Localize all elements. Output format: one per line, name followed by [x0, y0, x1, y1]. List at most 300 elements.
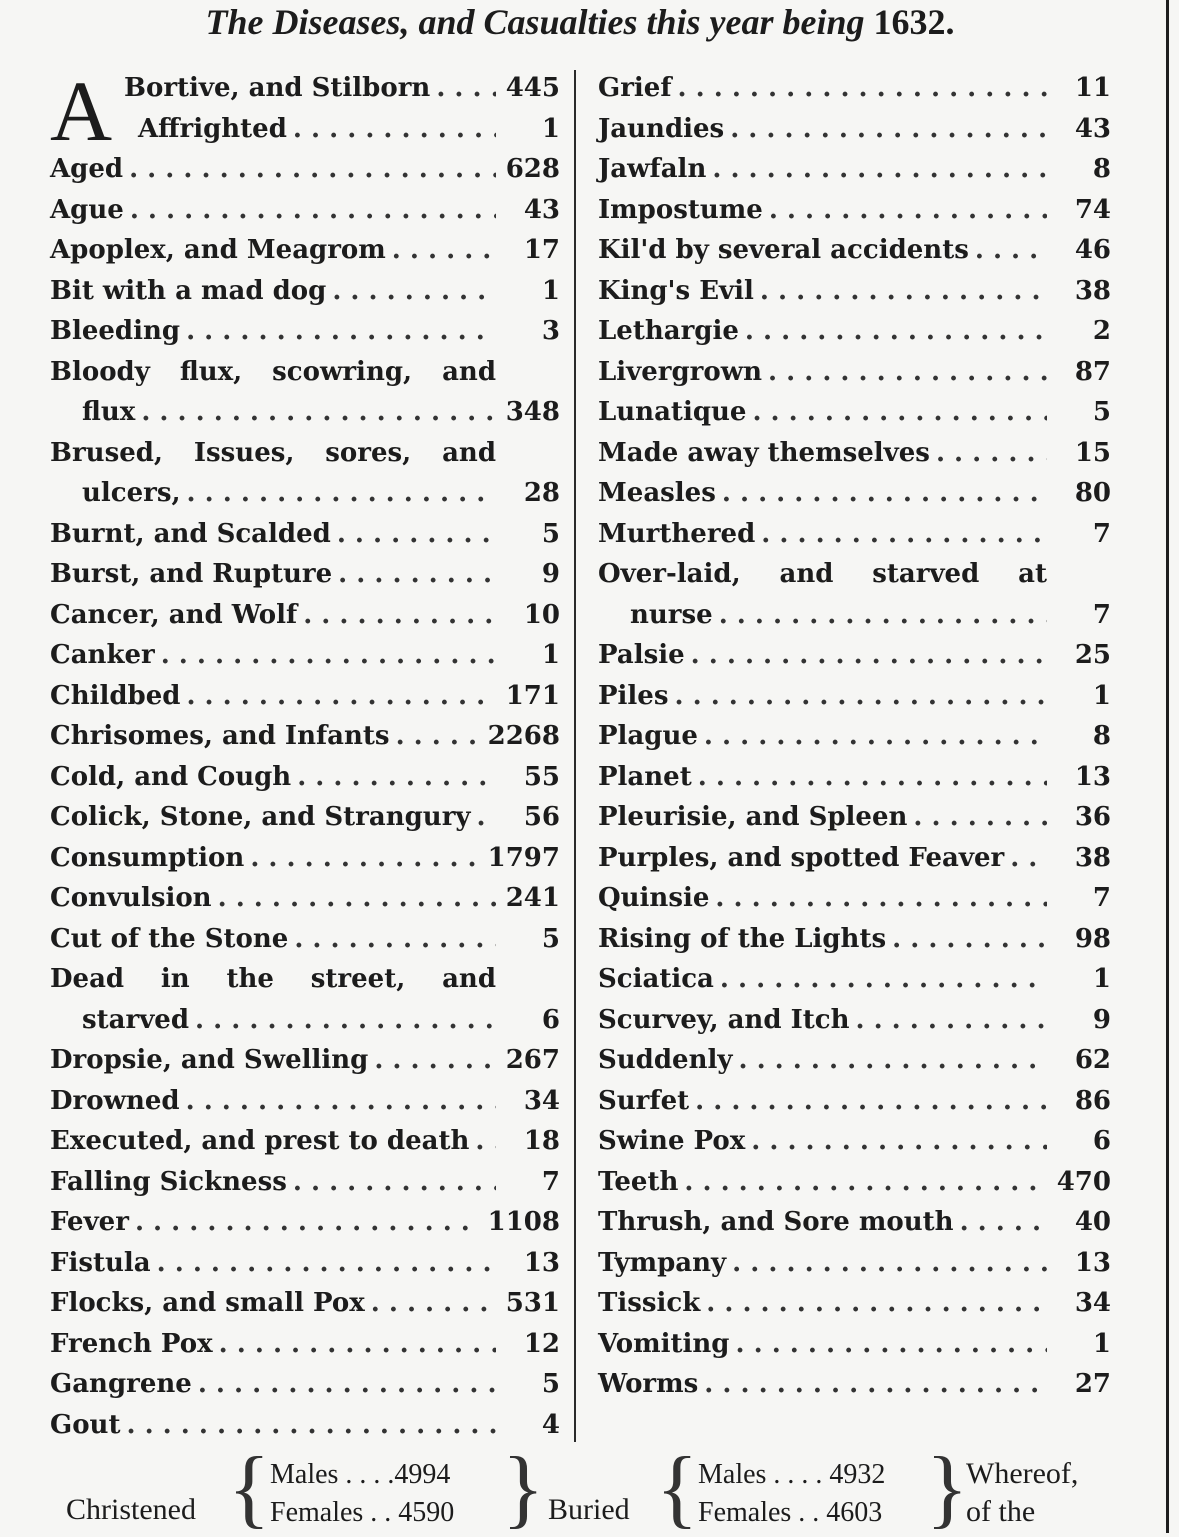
leader-dots: [337, 514, 496, 555]
entry-line: [50, 473, 560, 514]
leader-dots: [332, 271, 496, 312]
cause-count: 1: [541, 275, 560, 306]
list-item: [598, 757, 1111, 798]
list-item: [598, 959, 1111, 1000]
cause-count: 470: [1056, 1166, 1111, 1197]
cause-name: Purples, and spotted Feaver: [598, 842, 1005, 873]
list-item: [50, 433, 560, 514]
leader-dots: [297, 757, 496, 798]
list-item: [50, 1405, 560, 1446]
cause-count: 8: [1092, 721, 1111, 751]
leader-dots: [704, 716, 1047, 757]
cause-name: Made away themselves: [598, 437, 930, 468]
cause-count: 7: [1092, 518, 1111, 549]
cause-count: 27: [1074, 1369, 1111, 1399]
list-item: [50, 1364, 560, 1405]
list-item: [50, 797, 560, 838]
page-right-rule: [1166, 0, 1169, 1533]
leader-dots: [769, 190, 1047, 231]
leader-dots: [219, 1324, 496, 1365]
list-item: [598, 554, 1111, 635]
cause-name: Ague: [50, 194, 124, 225]
leader-dots: [294, 919, 496, 960]
cause-name: Fistula: [50, 1247, 151, 1278]
entry-line: [50, 311, 560, 352]
entry-line: [598, 797, 1111, 838]
christened-open-brace: {: [228, 1440, 271, 1537]
entry-line: [50, 1405, 560, 1446]
cause-count: 28: [523, 478, 560, 508]
cause-name: Rising of the Lights: [598, 923, 887, 954]
buried-close-brace: }: [926, 1440, 969, 1537]
entry-line: [50, 676, 560, 717]
cause-name: Vomiting: [598, 1328, 730, 1359]
cause-name: Cancer, and Wolf: [50, 599, 298, 630]
entry-line: [598, 1121, 1111, 1162]
cause-name: Measles: [598, 478, 716, 508]
cause-count: 5: [541, 1369, 560, 1399]
cause-name: Suddenly: [598, 1045, 733, 1075]
summary-totals: [0, 1440, 1160, 1537]
list-item: [50, 311, 560, 352]
cause-count: 86: [1074, 1085, 1111, 1116]
cause-name: Tissick: [598, 1288, 701, 1318]
cause-count: 87: [1074, 356, 1111, 387]
cause-count: 11: [1074, 73, 1111, 103]
entry-line: [50, 1081, 560, 1122]
list-item: [50, 149, 560, 190]
entry-line: [50, 514, 560, 555]
cause-name: Burst, and Rupture: [50, 559, 333, 589]
entry-line: [598, 1202, 1111, 1243]
buried-males: Males . . . . 4932: [698, 1459, 886, 1490]
entry-line: [50, 757, 560, 798]
cause-name: Flocks, and small Pox: [50, 1288, 365, 1318]
cause-count: 13: [1074, 761, 1111, 792]
cause-name: Lethargie: [598, 316, 739, 346]
entry-line: [50, 230, 560, 271]
cause-name: Fever: [50, 1207, 129, 1237]
list-item: [50, 838, 560, 879]
right-column: [598, 68, 1111, 1405]
cause-name: Scurvey, and Itch: [598, 1004, 850, 1035]
leader-dots: [129, 149, 496, 190]
cause-count: 9: [541, 559, 560, 589]
cause-name: Brused, Issues, sores, and: [50, 437, 496, 468]
entry-line: [598, 149, 1111, 190]
cause-count: 2268: [487, 721, 560, 751]
cause-name: Colick, Stone, and Strangury: [50, 802, 471, 832]
list-item: [50, 352, 560, 433]
cause-count: 80: [1074, 478, 1111, 508]
cause-name: Kil'd by several accidents: [598, 235, 969, 265]
entry-line: [598, 392, 1111, 433]
cause-name: Cold, and Cough: [50, 761, 292, 792]
buried-label: Buried: [548, 1493, 630, 1526]
leader-dots: [960, 1202, 1047, 1243]
entry-line: [598, 919, 1111, 960]
list-item: [598, 1121, 1111, 1162]
list-item: [598, 1364, 1111, 1405]
cause-name: Dropsie, and Swelling: [50, 1045, 369, 1075]
list-item: [598, 230, 1111, 271]
cause-count: 2: [1092, 316, 1111, 346]
cause-name: ulcers,: [82, 478, 181, 508]
list-item: [598, 68, 1111, 109]
leader-dots: [768, 352, 1047, 393]
cause-count: 13: [1074, 1247, 1111, 1278]
cause-count: 4: [541, 1409, 560, 1440]
leader-dots: [752, 392, 1047, 433]
cause-name: Burnt, and Scalded: [50, 518, 331, 549]
cause-name: Gout: [50, 1409, 121, 1440]
entry-line: [598, 716, 1111, 757]
cause-count: 628: [505, 154, 560, 184]
christened-label: Christened: [66, 1493, 196, 1526]
entry-line: [598, 1324, 1111, 1365]
list-item: [598, 433, 1111, 474]
entry-line: [598, 878, 1111, 919]
leader-dots: [477, 797, 496, 838]
title-text: The Diseases, and Casualties this year being: [205, 2, 865, 42]
cause-name: Executed, and prest to death: [50, 1126, 470, 1156]
cause-name: Tympany: [598, 1247, 727, 1278]
cause-name: Lunatique: [598, 397, 747, 427]
entry-line: [598, 352, 1111, 393]
cause-name: Drowned: [50, 1085, 180, 1116]
cause-name: Convulsion: [50, 883, 212, 913]
list-item: [50, 1324, 560, 1365]
cause-name: French Pox: [50, 1328, 213, 1359]
cause-name: Cut of the Stone: [50, 923, 289, 954]
list-item: [50, 1081, 560, 1122]
entry-line: [598, 1162, 1111, 1203]
cause-count: 43: [523, 194, 560, 225]
cause-count: 15: [1074, 437, 1111, 468]
page-title: [0, 2, 1160, 42]
cause-count: 348: [505, 397, 560, 427]
list-item: [50, 514, 560, 555]
leader-dots: [396, 716, 480, 757]
cause-count: 9: [1092, 1004, 1111, 1035]
cause-name: Childbed: [50, 680, 181, 711]
column-divider: [574, 70, 576, 1442]
cause-count: 46: [1074, 235, 1111, 265]
leader-dots: [475, 1121, 496, 1162]
cause-name: King's Evil: [598, 275, 754, 306]
leader-dots: [198, 1364, 496, 1405]
cause-count: 1: [1092, 1328, 1111, 1359]
entry-line: [50, 149, 560, 190]
leader-dots: [975, 230, 1047, 271]
entry-line: [50, 635, 560, 676]
entry-line: [50, 554, 560, 595]
entry-line: [50, 797, 560, 838]
entry-line: [50, 959, 560, 1000]
cause-count: 1: [541, 113, 560, 144]
entry-line: [598, 838, 1111, 879]
leader-dots: [187, 473, 496, 514]
cause-count: 25: [1074, 640, 1111, 670]
cause-name: Bloody flux, scowring, and: [50, 356, 496, 387]
cause-name: Consumption: [50, 842, 245, 873]
leader-dots: [250, 838, 479, 879]
cause-count: 241: [505, 883, 560, 913]
leader-dots: [855, 1000, 1047, 1041]
leader-dots: [936, 433, 1047, 474]
leader-dots: [161, 635, 496, 676]
whereof-text: Whereof,: [966, 1457, 1079, 1490]
leader-dots: [698, 757, 1047, 798]
list-item: [598, 1000, 1111, 1041]
entry-line: [50, 190, 560, 231]
cause-name: Swine Pox: [598, 1126, 746, 1156]
cause-count: 3: [541, 316, 560, 346]
cause-count: 10: [523, 599, 560, 630]
entry-line: [598, 959, 1111, 1000]
of-the-text: of the: [966, 1495, 1036, 1528]
cause-count: 74: [1074, 194, 1111, 225]
leader-dots: [760, 271, 1047, 312]
leader-dots: [684, 1162, 1047, 1203]
leader-dots: [293, 1162, 496, 1203]
list-item: [50, 1283, 560, 1324]
list-item: [50, 1243, 560, 1284]
leader-dots: [751, 1121, 1047, 1162]
cause-count: 1: [541, 640, 560, 670]
cause-name: Piles: [598, 680, 669, 711]
list-item: [50, 554, 560, 595]
entry-line: [598, 1000, 1111, 1041]
entry-line: [598, 433, 1111, 474]
cause-name: Quinsie: [598, 883, 710, 913]
buried-open-brace: {: [656, 1440, 699, 1537]
cause-count: 531: [505, 1288, 560, 1318]
list-item: [598, 473, 1111, 514]
entry-line: [598, 109, 1111, 150]
entry-line: [50, 68, 560, 109]
entry-line: [50, 1364, 560, 1405]
entry-line: [50, 878, 560, 919]
list-item: [598, 716, 1111, 757]
list-item: [598, 271, 1111, 312]
leader-dots: [371, 1283, 496, 1324]
leader-dots: [913, 797, 1047, 838]
entry-line: [50, 392, 560, 433]
leader-dots: [736, 1324, 1048, 1365]
entry-line: [50, 1000, 560, 1041]
leader-dots: [303, 595, 496, 636]
leader-dots: [695, 1081, 1047, 1122]
list-item: [598, 1081, 1111, 1122]
cause-count: 12: [523, 1328, 560, 1359]
title-year: 1632.: [873, 2, 955, 42]
cause-name: Jaundies: [598, 113, 725, 144]
list-item: [598, 1283, 1111, 1324]
list-item: [50, 959, 560, 1040]
cause-name: Aged: [50, 154, 124, 184]
list-item: [50, 190, 560, 231]
cause-count: 5: [1092, 397, 1111, 427]
entry-line: [598, 68, 1111, 109]
leader-dots: [715, 878, 1047, 919]
entry-line: [598, 595, 1111, 636]
leader-dots: [130, 190, 496, 231]
leader-dots: [186, 676, 496, 717]
leader-dots: [186, 1081, 496, 1122]
christened-close-brace: }: [502, 1440, 545, 1537]
cause-name: Apoplex, and Meagrom: [50, 235, 386, 265]
leader-dots: [374, 1040, 496, 1081]
cause-count: 445: [505, 73, 560, 103]
cause-name: Falling Sickness: [50, 1166, 287, 1197]
leader-dots: [706, 1283, 1047, 1324]
cause-name: starved: [82, 1004, 190, 1035]
leader-dots: [745, 311, 1047, 352]
list-item: [50, 919, 560, 960]
cause-name: Bleeding: [50, 316, 181, 346]
leader-dots: [704, 1364, 1047, 1405]
entry-line: [50, 919, 560, 960]
dropcap-letter: A: [50, 63, 113, 159]
entry-line: [598, 230, 1111, 271]
cause-count: 17: [523, 235, 560, 265]
leader-dots: [141, 392, 496, 433]
entry-line: [598, 1243, 1111, 1284]
cause-name: Over-laid, and starved at: [598, 559, 1047, 589]
leader-dots: [436, 68, 496, 109]
left-column: [50, 63, 560, 1445]
entry-line: [598, 473, 1111, 514]
cause-name: Murthered: [598, 518, 756, 549]
list-item: [598, 149, 1111, 190]
leader-dots: [135, 1202, 480, 1243]
cause-name: Grief: [598, 73, 672, 103]
cause-count: 34: [1074, 1288, 1111, 1318]
entry-line: [598, 757, 1111, 798]
leader-dots: [678, 68, 1047, 109]
leader-dots: [157, 1243, 496, 1284]
cause-name: Palsie: [598, 640, 685, 670]
list-item: [50, 1202, 560, 1243]
christened-males: Males . . . .4994: [270, 1459, 451, 1490]
entry-line: [598, 514, 1111, 555]
list-item: [50, 878, 560, 919]
entry-line: [598, 1283, 1111, 1324]
cause-name: flux: [82, 397, 136, 427]
cause-count: 36: [1074, 802, 1111, 832]
cause-count: 38: [1074, 275, 1111, 306]
list-item: [50, 716, 560, 757]
cause-name: Worms: [598, 1369, 699, 1399]
list-item: [50, 1162, 560, 1203]
leader-dots: [892, 919, 1047, 960]
entry-line: [50, 433, 560, 474]
list-item: [598, 392, 1111, 433]
cause-name: Affrighted: [138, 113, 287, 144]
leader-dots: [738, 1040, 1047, 1081]
list-item: [50, 635, 560, 676]
cause-name: Bortive, and Stilborn: [124, 73, 431, 103]
leader-dots: [1010, 838, 1047, 879]
cause-count: 7: [1092, 599, 1111, 630]
entry-line: [50, 595, 560, 636]
cause-count: 18: [523, 1126, 560, 1156]
cause-name: Chrisomes, and Infants: [50, 721, 390, 751]
cause-count: 34: [523, 1085, 560, 1116]
leader-dots: [719, 595, 1047, 636]
cause-count: 7: [1092, 883, 1111, 913]
entry-line: [50, 716, 560, 757]
list-item: [598, 1162, 1111, 1203]
cause-name: Thrush, and Sore mouth: [598, 1207, 954, 1237]
entry-line: [598, 676, 1111, 717]
entry-line: [598, 190, 1111, 231]
list-item: [598, 676, 1111, 717]
cause-name: Teeth: [598, 1166, 679, 1197]
leader-dots: [186, 311, 496, 352]
leader-dots: [674, 676, 1047, 717]
leader-dots: [338, 554, 496, 595]
list-item: [598, 878, 1111, 919]
cause-count: 43: [1074, 113, 1111, 144]
leader-dots: [195, 1000, 496, 1041]
cause-count: 7: [541, 1166, 560, 1197]
list-item: [598, 514, 1111, 555]
entry-line: [598, 1040, 1111, 1081]
entry-line: [50, 838, 560, 879]
list-item: [598, 1040, 1111, 1081]
cause-name: Gangrene: [50, 1369, 192, 1399]
list-item: [598, 1324, 1111, 1365]
entry-line: [50, 1202, 560, 1243]
cause-count: 1: [1092, 964, 1111, 994]
entry-line: [598, 311, 1111, 352]
leader-dots: [720, 959, 1047, 1000]
cause-count: 55: [523, 761, 560, 792]
list-item: [598, 797, 1111, 838]
list-item: [598, 919, 1111, 960]
entry-line: [598, 271, 1111, 312]
christened-females: Females . . 4590: [270, 1497, 455, 1528]
cause-name: Bit with a mad dog: [50, 275, 327, 306]
list-item: [598, 1202, 1111, 1243]
cause-count: 1797: [487, 842, 560, 873]
leader-dots: [691, 635, 1047, 676]
list-item: [598, 190, 1111, 231]
list-item: [598, 1243, 1111, 1284]
entry-line: [598, 1364, 1111, 1405]
entry-line: [598, 1081, 1111, 1122]
list-item: [50, 595, 560, 636]
list-item: [50, 676, 560, 717]
list-item: [598, 352, 1111, 393]
entry-line: [50, 1121, 560, 1162]
leader-dots: [218, 878, 496, 919]
cause-name: Canker: [50, 640, 155, 670]
leader-dots: [392, 230, 496, 271]
leader-dots: [293, 109, 496, 150]
cause-name: Impostume: [598, 194, 763, 225]
list-item: [598, 635, 1111, 676]
leader-dots: [722, 473, 1047, 514]
entry-line: [598, 635, 1111, 676]
cause-count: 98: [1074, 923, 1111, 954]
entry-line: [50, 1243, 560, 1284]
list-item: [50, 1121, 560, 1162]
cause-name: Sciatica: [598, 964, 714, 994]
entry-line: [50, 1324, 560, 1365]
